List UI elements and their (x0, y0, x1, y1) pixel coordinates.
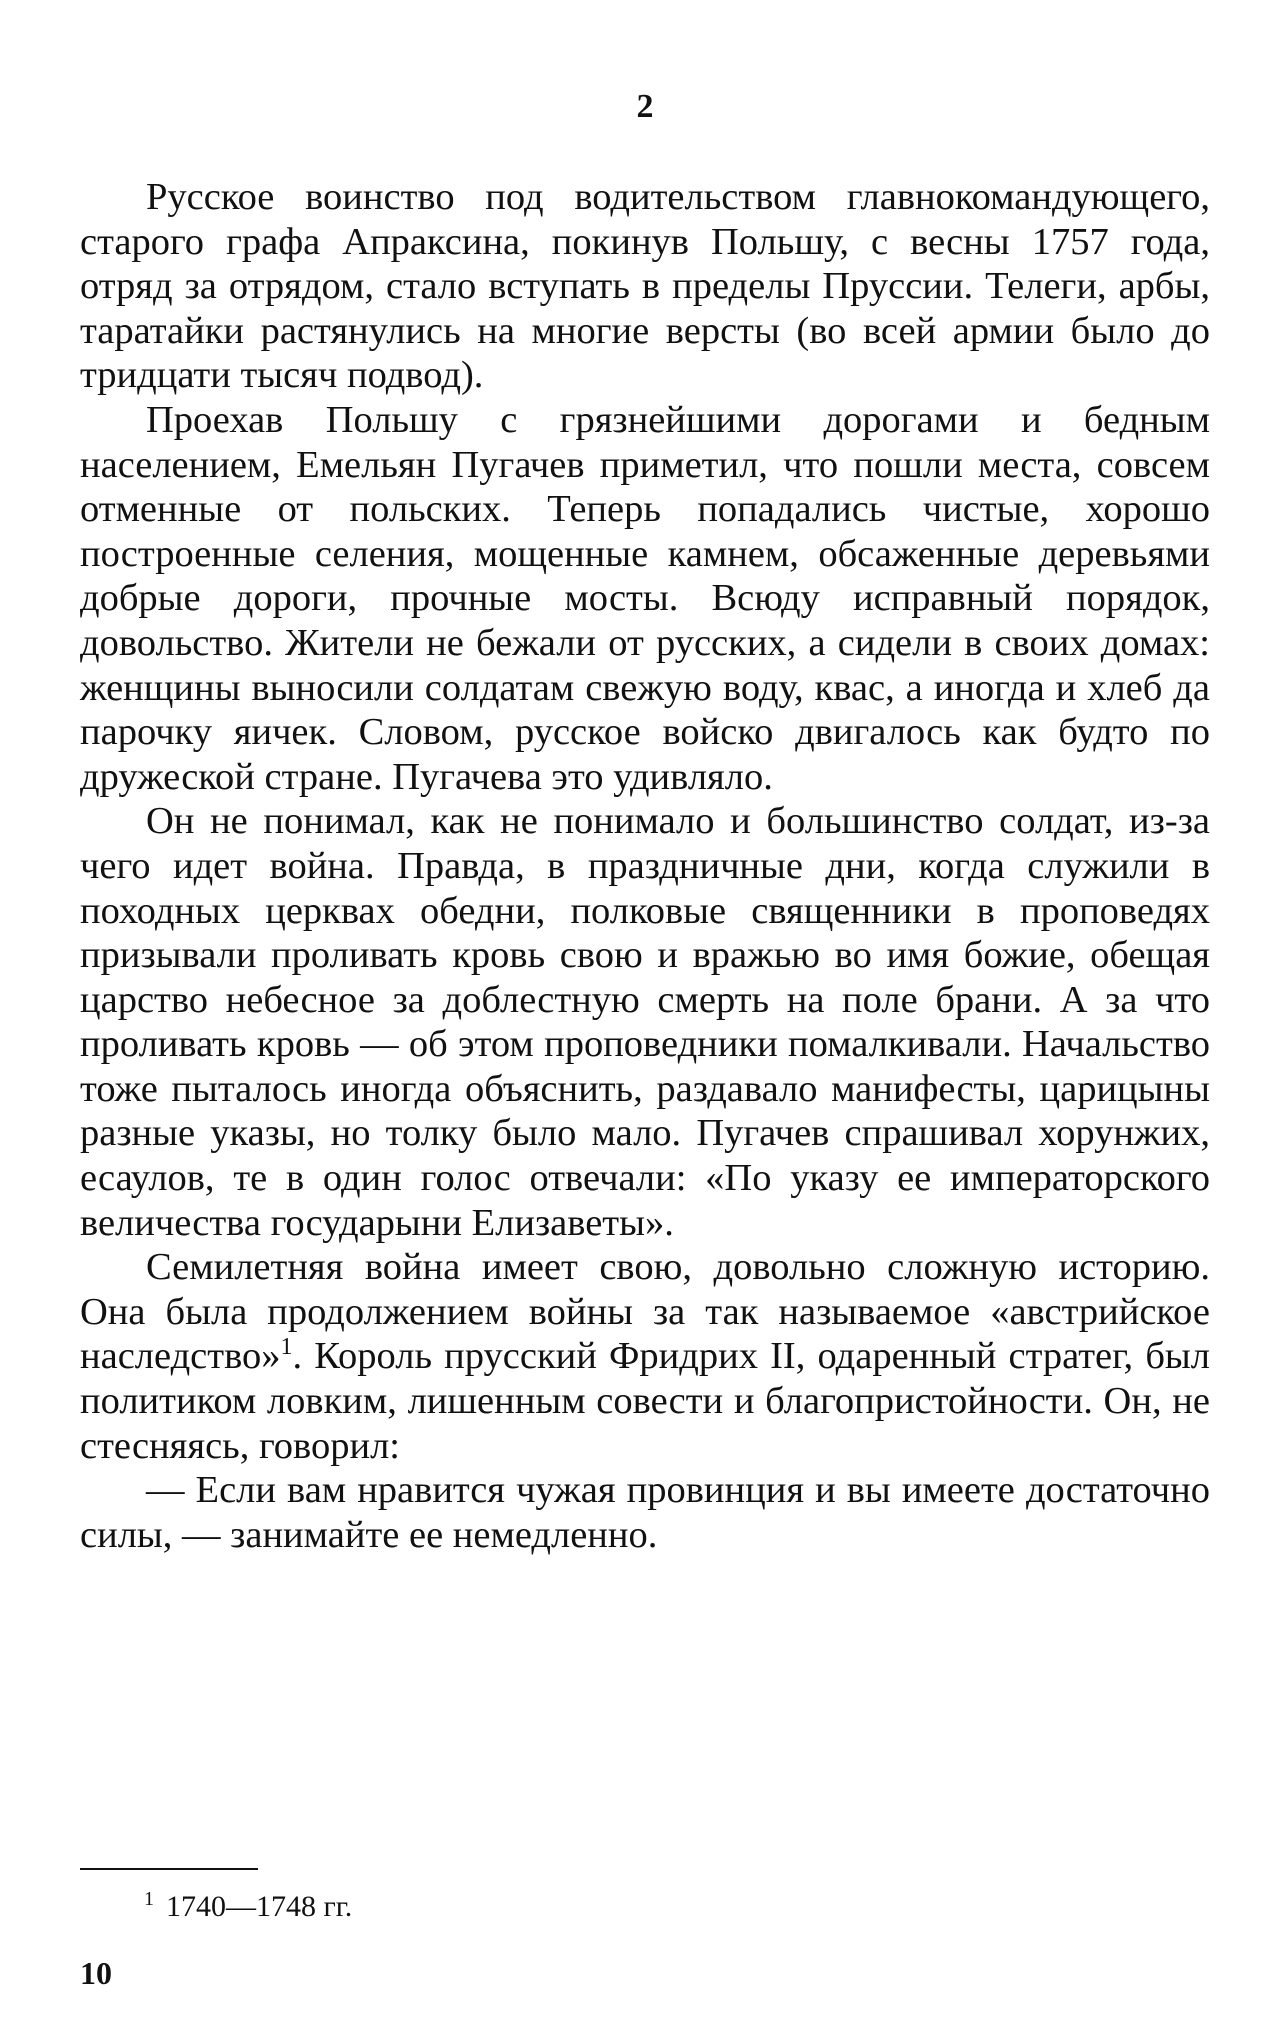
footnote-reference[interactable]: 1 (280, 1334, 293, 1361)
footnote (144, 1888, 352, 1926)
paragraph-4-text-before: Семилетняя война имеет свою, довольно сложную историю. Она была продолжением войны за так называемое «австрийское наследство» (80, 1246, 1210, 1378)
paragraph-2: Проехав Польшу с грязнейшими дорогами и бедным населением, Емельян Пугачев приметил, что пошли места, совсем отменные от польских. Теперь попадались чистые, хорошо построенные селения, мощенные камнем, обсаженные деревьями добрые дороги, прочные мосты. Всюду исправный порядок, довольство. Жители не бежали от русских, а сидели в своих домах: женщины выносили солдатам свежую воду, квас, а иногда и хлеб да парочку яичек. Словом, русское войско двигалось как будто по дружеской стране. Пугачева это удивляло. (80, 398, 1210, 798)
paragraph-4-text-after: . Король прусский Фридрих II, одаренный стратег, был политиком ловким, лишенным совести и благопристойности. Он, не стесняясь, говорил: (80, 1335, 1210, 1467)
paragraph-4 (80, 1245, 1210, 1468)
footnote-divider (80, 1868, 258, 1870)
footnote-text: 1740—1748 гг. (166, 1890, 353, 1923)
chapter-number: 2 (636, 88, 654, 125)
body-text (80, 175, 1210, 1557)
book-page (80, 0, 1210, 2042)
page-number: 10 (80, 1955, 112, 1991)
footnote-mark: 1 (144, 1888, 154, 1910)
paragraph-1: Русское воинство под водительством главнокомандующего, старого графа Апраксина, покинув Польшу, с весны 1757 года, отряд за отрядом, стало вступать в пределы Пруссии. Телеги, арбы, таратайки растянулись на многие версты (во всей армии было до тридцати тысяч подвод). (80, 176, 1210, 397)
paragraph-5: — Если вам нравится чужая провинция и вы имеете достаточно силы, — занимайте ее немедленно. (80, 1469, 1210, 1556)
paragraph-3: Он не понимал, как не понимало и большинство солдат, из-за чего идет война. Правда, в праздничные дни, когда служили в походных церквах обедни, полковые священники в проповедях призывали проливать кровь свою и вражью во имя божие, обещая царство небесное за доблестную смерть на поле брани. А за что проливать кровь — об этом проповедники помалкивали. Начальство тоже пыталось иногда объяснить, раздавало манифесты, царицыны разные указы, но толку было мало. Пугачев спрашивал хорунжих, есаулов, те в один голос отвечали: «По указу ее императорского величества государыни Елизаветы». (80, 800, 1210, 1244)
